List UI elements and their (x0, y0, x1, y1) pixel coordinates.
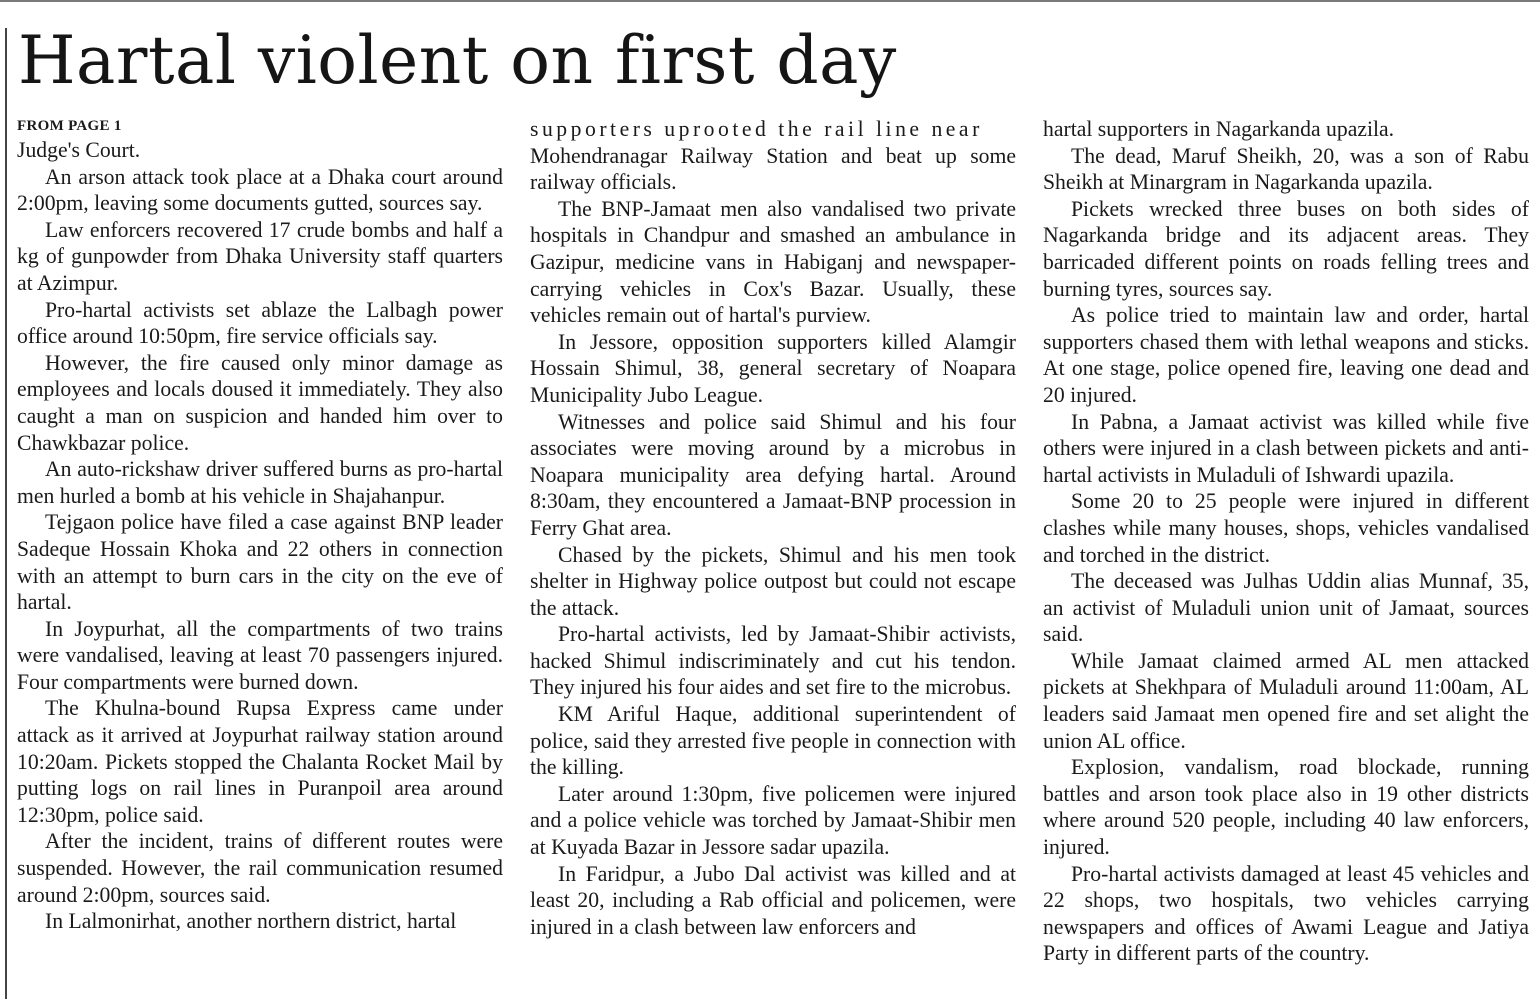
paragraph: supporters uprooted the rail line near (530, 117, 983, 141)
paragraph: Some 20 to 25 people were injured in different clashes while many houses, shops, vehicles vandalised and torched in the district. (1043, 489, 1529, 567)
paragraph: Mohendranagar Railway Station and beat up some railway officials. (530, 143, 1016, 195)
paragraph: Pro-hartal activists damaged at least 45 vehicles and 22 shops, two hospitals, two vehicles carrying newspapers and offices of Awami League and Jatiya Party in different parts of the country. (1043, 861, 1529, 966)
paragraph: An auto-rickshaw driver suffered burns as pro-hartal men hurled a bomb at his vehicle in Shajahanpur. (17, 457, 503, 508)
kicker-from-page: FROM PAGE 1 (17, 118, 122, 134)
paragraph: While Jamaat claimed armed AL men attacked pickets at Shekhpara of Muladuli around 11:00am, AL leaders said Jamaat men opened fire and set alight the union AL office. (1043, 648, 1529, 753)
article-column-3 (1043, 116, 1529, 967)
paragraph: Tejgaon police have filed a case against BNP leader Sadeque Hossain Khoka and 22 others in connection with an attempt to burn cars in the city on the eve of hartal. (17, 510, 503, 615)
paragraph: An arson attack took place at a Dhaka court around 2:00pm, leaving some documents gutted, sources say. (17, 164, 503, 216)
paragraph: In Faridpur, a Jubo Dal activist was killed and at least 20, including a Rab official and policemen, were injured in a clash between law enforcers and (530, 861, 1016, 939)
left-column-rule (5, 28, 7, 999)
paragraph: The Khulna-bound Rupsa Express came under attack as it arrived at Joypurhat railway station around 10:20am. Pickets stopped the Chalanta Rocket Mail by putting logs on rail lines in Puranpoil area around 12:30pm, police said. (17, 696, 503, 827)
paragraph: Pickets wrecked three buses on both sides of Nagarkanda bridge and its adjacent areas. They barricaded different points on roads felling trees and burning tyres, sources say. (1043, 196, 1529, 301)
paragraph: KM Ariful Haque, additional superintendent of police, said they arrested five people in connection with the killing. (530, 702, 1016, 780)
paragraph: In Joypurhat, all the compartments of two trains were vandalised, leaving at least 70 passengers injured. Four compartments were burned down. (17, 616, 503, 694)
paragraph: However, the fire caused only minor damage as employees and locals doused it immediately. They also caught a man on suspicion and handed him over to Chawkbazar police. (17, 350, 503, 455)
paragraph: hartal supporters in Nagarkanda upazila. (1043, 117, 1395, 141)
paragraph: The deceased was Julhas Uddin alias Munnaf, 35, an activist of Muladuli union unit of Jamaat, sources said. (1043, 569, 1529, 647)
article-column-2 (530, 116, 1016, 940)
paragraph: Law enforcers recovered 17 crude bombs and half a kg of gunpowder from Dhaka University staff quarters at Azimpur. (17, 217, 503, 295)
article-column-1 (17, 116, 503, 935)
paragraph: The BNP-Jamaat men also vandalised two private hospitals in Chandpur and smashed an ambulance in Gazipur, medicine vans in Habiganj and newspaper-carrying vehicles in Cox's Bazar. Usually, these vehicles remain out of hartal's purview. (530, 196, 1016, 328)
paragraph: Witnesses and police said Shimul and his four associates were moving around by a microbus in Noapara municipality area defying hartal. Around 8:30am, they encountered a Jamaat-BNP procession in Ferry Ghat area. (530, 409, 1016, 540)
paragraph: Judge's Court. (17, 138, 141, 162)
paragraph: The dead, Maruf Sheikh, 20, was a son of Rabu Sheikh at Minargram in Nagarkanda upazila. (1043, 143, 1529, 195)
paragraph: Pro-hartal activists set ablaze the Lalbagh power office around 10:50pm, fire service officials say. (17, 297, 503, 349)
paragraph: After the incident, trains of different routes were suspended. However, the rail communication resumed around 2:00pm, sources said. (17, 829, 503, 907)
paragraph: Pro-hartal activists, led by Jamaat-Shibir activists, hacked Shimul indiscriminately and cut his tendon. They injured his four aides and set fire to the microbus. (530, 622, 1016, 700)
paragraph: In Lalmonirhat, another northern district, hartal (45, 909, 457, 934)
paragraph: In Pabna, a Jamaat activist was killed while five others were injured in a clash between pickets and anti-hartal activists in Muladuli of Ishwardi upazila. (1043, 409, 1529, 487)
paragraph: In Jessore, opposition supporters killed Alamgir Hossain Shimul, 38, general secretary of Noapara Municipality Jubo League. (530, 329, 1016, 407)
top-rule (0, 0, 1540, 2)
paragraph: As police tried to maintain law and order, hartal supporters chased them with lethal weapons and sticks. At one stage, police opened fire, leaving one dead and 20 injured. (1043, 303, 1529, 407)
paragraph: Later around 1:30pm, five policemen were injured and a police vehicle was torched by Jamaat-Shibir men at Kuyada Bazar in Jessore sadar upazila. (530, 781, 1016, 860)
paragraph: Chased by the pickets, Shimul and his men took shelter in Highway police outpost but could not escape the attack. (530, 542, 1016, 620)
headline: Hartal violent on first day (18, 22, 897, 99)
paragraph: Explosion, vandalism, road blockade, running battles and arson took place also in 19 other districts where around 520 people, including 40 law enforcers, injured. (1043, 755, 1529, 860)
